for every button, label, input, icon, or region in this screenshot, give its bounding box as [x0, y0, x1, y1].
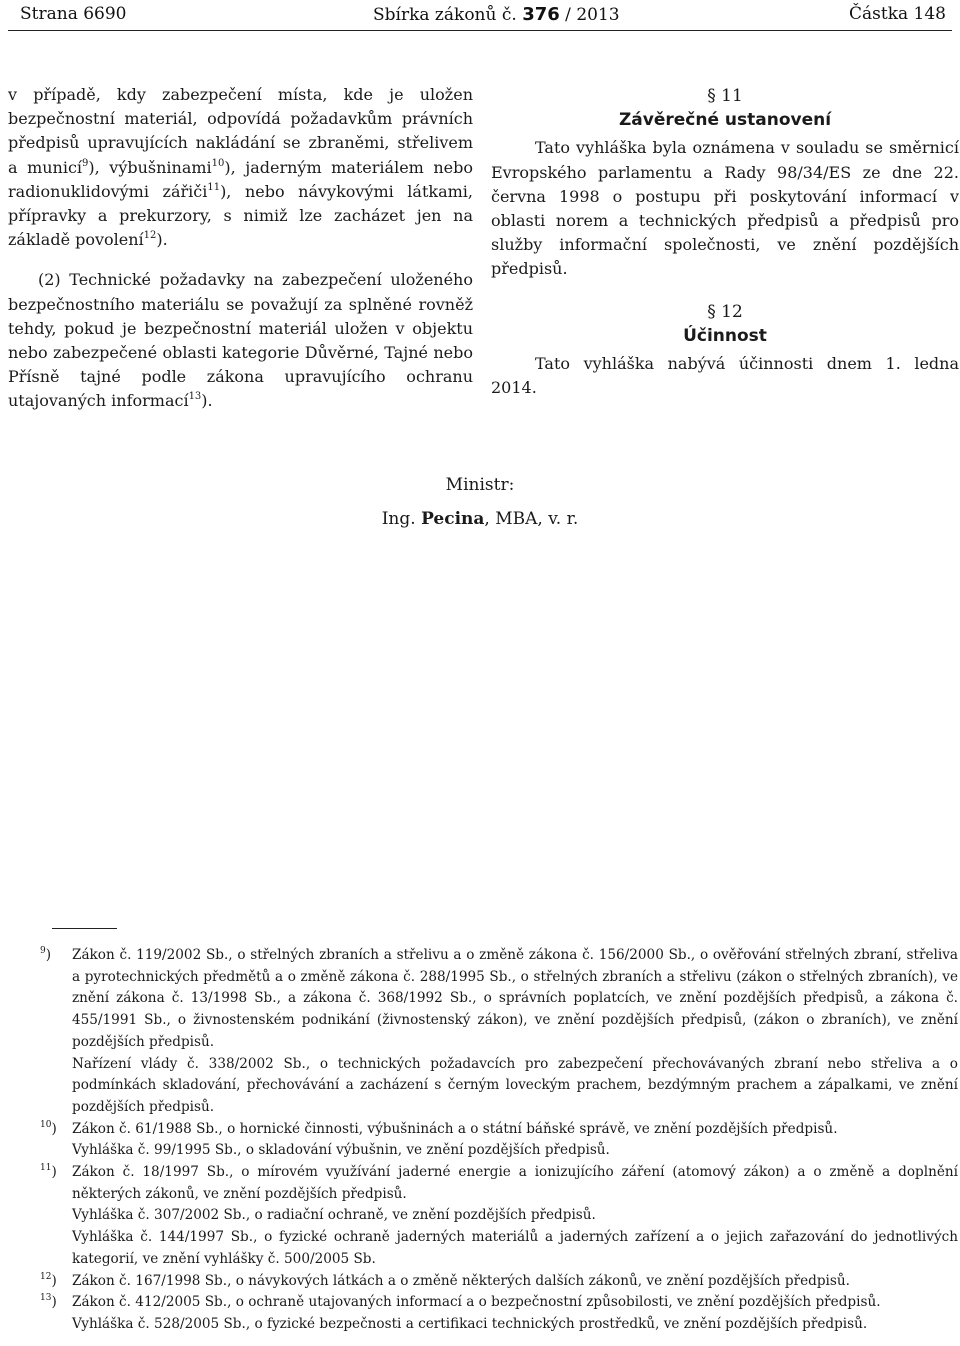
footnote-ref[interactable]: 11 [207, 181, 221, 193]
paragraph-2: (2) Technické požadavky na zabezpečení uloženého bezpečnostního materiálu se považují za splněné rovněž tehdy, pokud je bezpečnostní materiál uložen v objektu nebo zabezpečené oblasti kategorie Důvěrné, Tajné nebo Přísně tajné podle zákona upravujícího ochranu utajovaných informací$^{13}$). [8, 270, 473, 411]
page-number: Strana 6690 [20, 4, 127, 24]
footnote-ref[interactable]: 9 [82, 157, 89, 169]
footnote-mark: $^{12}$) [40, 1271, 57, 1289]
collection-number: 376 [522, 4, 560, 25]
footnote-mark: $^{13}$) [40, 1293, 57, 1311]
footnote-11: $^{11}$) Zákon č. 18/1997 Sb., o mírovém využívání jaderné energie a ionizujícího záření (atomový zákon) a o změně a doplnění některých zákonů, ve znění pozdějších předpisů. Vyhláška č. 307/2002 Sb., o radiační ochraně, ve znění pozdějších předpisů. Vyhláška č. 144/1997 Sb., o fyzické ochraně jaderných materiálů a jaderných zařízení a o jejich zařazování do jednotlivých kategorií, ve znění vyhlášky č. 500/2005 Sb. [40, 1163, 958, 1267]
footnote-mark: $^{10}$) [40, 1119, 57, 1137]
footnote-ref[interactable]: 10 [211, 157, 225, 169]
left-column [8, 83, 473, 414]
section-12-title: Účinnost [683, 325, 767, 346]
right-column [491, 84, 959, 418]
footnote-ref[interactable]: 12 [143, 230, 157, 242]
collection-title [373, 4, 620, 25]
footnote-mark: $^9$) [40, 946, 52, 963]
footnote-13: $^{13}$) Zákon č. 412/2005 Sb., o ochraně utajovaných informací a o bezpečnostní způsobilosti, ve znění pozdějších předpisů. Vyhláška č. 528/2005 Sb., o fyzické bezpečnosti a certifikaci technických prostředků, ve znění pozdějších předpisů. [40, 1293, 881, 1332]
issue-number: Částka 148 [849, 4, 946, 24]
collection-name: Sbírka zákonů č. [373, 5, 523, 25]
signature-role: Ministr: [445, 475, 515, 495]
page-header [20, 4, 946, 26]
footnote-ref[interactable]: 13 [188, 391, 202, 403]
section-11-title: Závěrečné ustanovení [618, 110, 832, 131]
footnote-12: $^{12}$) Zákon č. 167/1998 Sb., o návykových látkách a o změně některých dalších zákonů, ve znění pozdějších předpisů. [40, 1271, 958, 1293]
footnote-mark: $^{11}$) [40, 1163, 57, 1181]
footnote-rule [52, 928, 117, 929]
paragraph-continuation: v případě, kdy zabezpečení místa, kde je uložen bezpečnostní materiál, odpovídá požadavkům právních předpisů upravujících nakládání se zbraněmi, střelivem a municí$^9$), výbušninami$^{10}$), jaderným materiálem nebo radionuklidovými zářiči$^{11}$), nebo návykovými látkami, přípravky a prekurzory, s nimiž lze zacházet jen na základě povolení$^{12}$). [8, 85, 474, 250]
section-11-text: Tato vyhláška byla oznámena v souladu se směrnicí Evropského parlamentu a Rady 98/34/ES ze dne 22. června 1998 o postupu při poskytování informací v oblasti norem a technických předpisů a předpisů pro služby informační společnosti, ve znění pozdějších předpisů. [491, 138, 959, 279]
section-11-number: § 11 [707, 86, 743, 106]
footnotes [40, 945, 958, 1336]
section-12-text: Tato vyhláška nabývá účinnosti dnem 1. ledna 2014. [491, 354, 959, 398]
signature-name: Ing. Pecina, MBA, v. r. [381, 509, 579, 529]
signature-surname: Pecina [421, 509, 485, 529]
section-12-number: § 12 [707, 301, 743, 322]
footnote-9: $^9$) Zákon č. 119/2002 Sb., o střelných zbraních a střelivu a o změně zákona č. 156/2000 Sb., o ověřování střelných zbraní, střeliva a pyrotechnických předmětů a o změně zákona č. 288/1995 Sb., o střelných zbraních a střelivu (zákon o střelných zbraních), ve znění zákona č. 13/1998 Sb., a zákona č. 368/1992 Sb., o správních poplatcích, ve znění pozdějších předpisů, a zákona č. 455/1991 Sb., o živnostenském podnikání (živnostenský zákon), ve znění pozdějších předpisů, (zákon o zbraních), ve znění pozdějších předpisů. Nařízení vlády č. 338/2002 Sb., o technických požadavcích pro zabezpečení přechovávaných zbraní nebo střeliva a o podmínkách skladování, přechovávání a zacházení s černým loveckým prachem, bezdýmným prachem a zápalkami, ve znění pozdějších předpisů. [40, 946, 958, 1115]
footnote-10: $^{10}$) Zákon č. 61/1988 Sb., o hornické činnosti, výbušninách a o státní báňské správě, ve znění pozdějších předpisů. Vyhláška č. 99/1995 Sb., o skladování výbušnin, ve znění pozdějších předpisů. [40, 1119, 838, 1159]
header-rule [8, 30, 952, 31]
collection-year: / 2013 [559, 5, 620, 25]
